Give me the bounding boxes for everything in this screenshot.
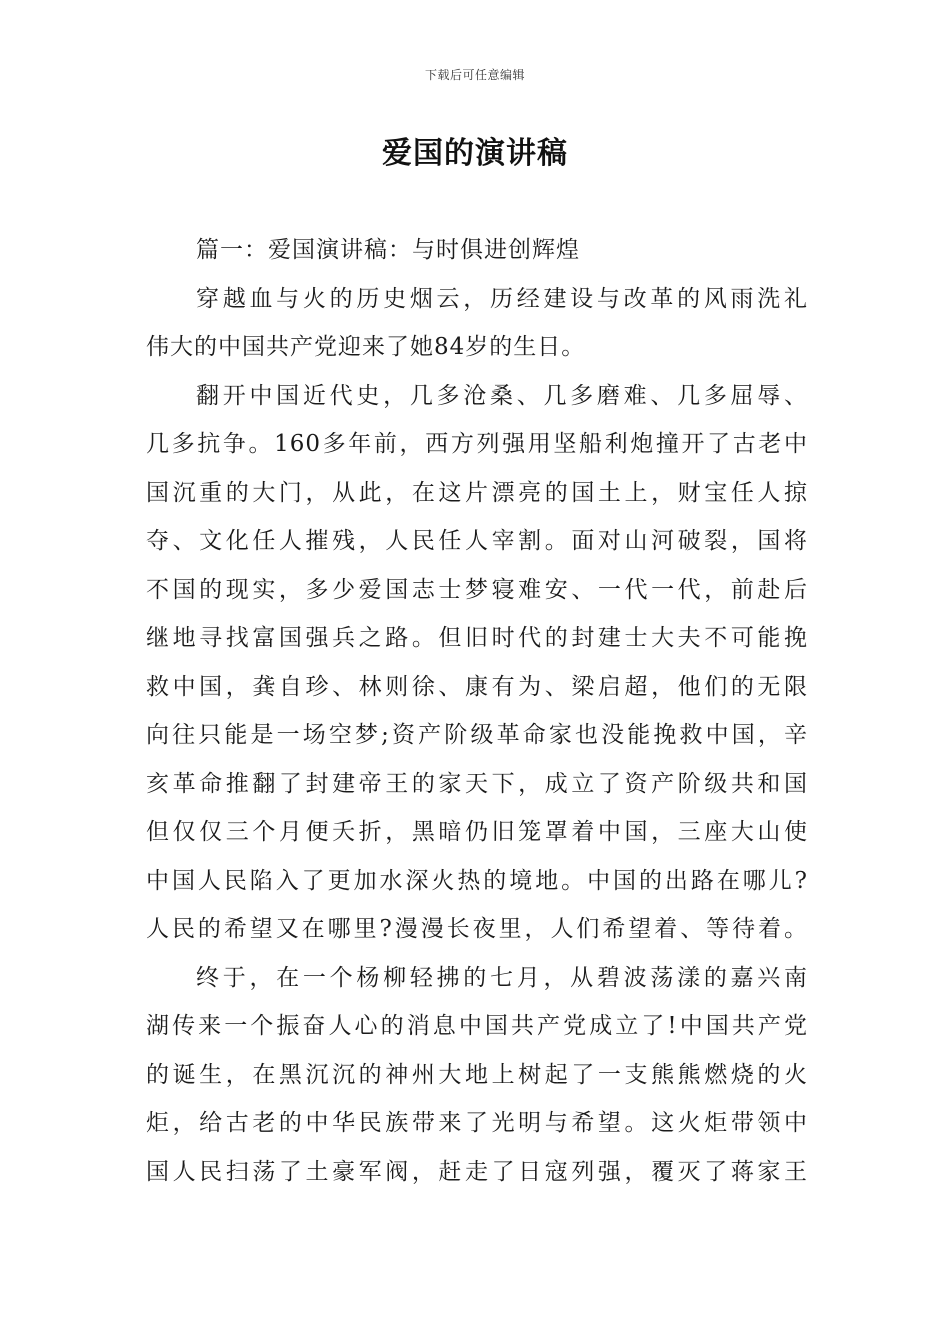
document-title: 爱国的演讲稿 bbox=[382, 136, 568, 171]
text-line: 终于，在一个杨柳轻拂的七月，从碧波荡漾的嘉兴南 bbox=[196, 964, 808, 991]
text-line: 国沉重的大门，从此，在这片漂亮的国土上，财宝任人掠 bbox=[146, 479, 808, 506]
text-line: 亥革命推翻了封建帝王的家天下，成立了资产阶级共和国 bbox=[146, 770, 808, 797]
text-line: 救中国，龚自珍、林则徐、康有为、梁启超，他们的无限 bbox=[146, 673, 808, 700]
text-line: 国人民扫荡了土豪军阀，赶走了日寇列强，覆灭了蒋家王 bbox=[146, 1158, 808, 1185]
text-line: 但仅仅三个月便夭折，黑暗仍旧笼罩着中国，三座大山使 bbox=[146, 819, 808, 845]
text-line: 人民的希望又在哪里?漫漫长夜里，人们希望着、等待着。 bbox=[146, 916, 808, 942]
text-line: 伟大的中国共产党迎来了她84岁的生日。 bbox=[146, 334, 586, 360]
text-line: 翻开中国近代史，几多沧桑、几多磨难、几多屈辱、 bbox=[196, 382, 808, 409]
header-note: 下载后可任意编辑 bbox=[424, 68, 525, 82]
text-line: 篇一：爱国演讲稿：与时俱进创辉煌 bbox=[196, 237, 580, 263]
text-line: 穿越血与火的历史烟云，历经建设与改革的风雨洗礼 bbox=[196, 285, 808, 312]
text-line: 继地寻找富国强兵之路。但旧时代的封建士大夫不可能挽 bbox=[146, 625, 808, 651]
text-line: 向往只能是一场空梦;资产阶级革命家也没能挽救中国，辛 bbox=[146, 722, 808, 748]
text-line: 湖传来一个振奋人心的消息中国共产党成立了!中国共产党 bbox=[146, 1013, 808, 1039]
text-line: 夺、文化任人摧残，人民任人宰割。面对山河破裂，国将 bbox=[146, 528, 808, 554]
text-line: 不国的现实，多少爱国志士梦寝难安、一代一代，前赴后 bbox=[146, 576, 808, 603]
text-line: 几多抗争。160多年前，西方列强用坚船利炮撞开了古老中 bbox=[146, 431, 808, 457]
text-line: 的诞生，在黑沉沉的神州大地上树起了一支熊熊燃烧的火 bbox=[146, 1061, 808, 1088]
body-text bbox=[146, 226, 808, 1196]
text-line: 中国人民陷入了更加水深火热的境地。中国的出路在哪儿? bbox=[146, 867, 808, 894]
text-line: 炬，给古老的中华民族带来了光明与希望。这火炬带领中 bbox=[146, 1110, 808, 1136]
